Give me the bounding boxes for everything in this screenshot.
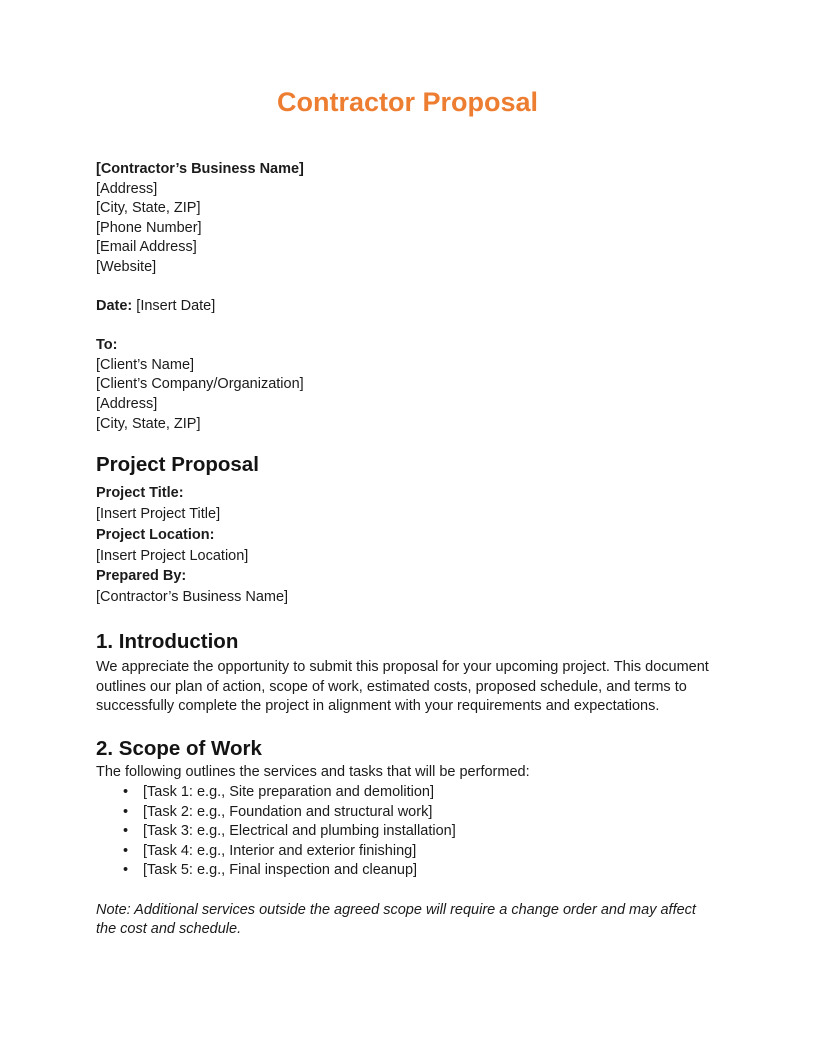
contractor-address: [Address] bbox=[96, 180, 158, 197]
project-title-value: [Insert Project Title] bbox=[96, 505, 221, 522]
contractor-business-name: [Contractor’s Business Name] bbox=[96, 161, 304, 177]
recipient-block bbox=[96, 336, 719, 434]
scope-intro-line: The following outlines the services and tasks that will be performed: bbox=[96, 763, 530, 780]
introduction-paragraph: We appreciate the opportunity to submit this proposal for your upcoming project. This document outlines our plan of action, scope of work, estimated costs, proposed schedule, and terms to successfully complete the project in alignment with your requirements and expectations. bbox=[96, 658, 709, 715]
document-title: Contractor Proposal bbox=[276, 87, 539, 117]
contractor-website: [Website] bbox=[96, 258, 157, 275]
task-item-4: • [Task 4: e.g., Interior and exterior finishing] bbox=[96, 842, 719, 862]
client-name: [Client’s Name] bbox=[96, 356, 195, 373]
client-company: [Client’s Company/Organization] bbox=[96, 376, 304, 393]
to-label: To: bbox=[96, 337, 118, 354]
prepared-by-label: Prepared By: bbox=[96, 568, 187, 585]
project-location-value: [Insert Project Location] bbox=[96, 547, 249, 564]
date-value: [Insert Date] bbox=[136, 297, 216, 314]
client-address: [Address] bbox=[96, 395, 158, 412]
project-location-label: Project Location: bbox=[96, 526, 215, 543]
project-title-label: Project Title: bbox=[96, 485, 184, 502]
scope-note: Note: Additional services outside the agreed scope will require a change order and may affect the cost and schedule. bbox=[96, 901, 696, 938]
prepared-by-value: [Contractor’s Business Name] bbox=[96, 589, 289, 606]
date-label: Date: bbox=[96, 297, 137, 314]
contractor-email: [Email Address] bbox=[96, 239, 197, 256]
client-city-state-zip: [City, State, ZIP] bbox=[96, 415, 201, 432]
task-list bbox=[96, 783, 719, 881]
scope-of-work-heading: 2. Scope of Work bbox=[96, 736, 262, 760]
task-item-5: • [Task 5: e.g., Final inspection and cleanup] bbox=[96, 861, 719, 881]
task-item-1: • [Task 1: e.g., Site preparation and demolition] bbox=[96, 783, 719, 803]
contractor-phone: [Phone Number] bbox=[96, 219, 202, 236]
task-item-3: • [Task 3: e.g., Electrical and plumbing installation] bbox=[96, 822, 719, 842]
contractor-city-state-zip: [City, State, ZIP] bbox=[96, 200, 201, 217]
introduction-heading: 1. Introduction bbox=[96, 629, 239, 653]
contractor-info-block bbox=[96, 160, 719, 278]
project-proposal-heading: Project Proposal bbox=[96, 453, 259, 477]
date-line bbox=[96, 297, 719, 317]
task-item-2: • [Task 2: e.g., Foundation and structural work] bbox=[96, 803, 719, 823]
project-proposal-fields bbox=[96, 483, 719, 608]
